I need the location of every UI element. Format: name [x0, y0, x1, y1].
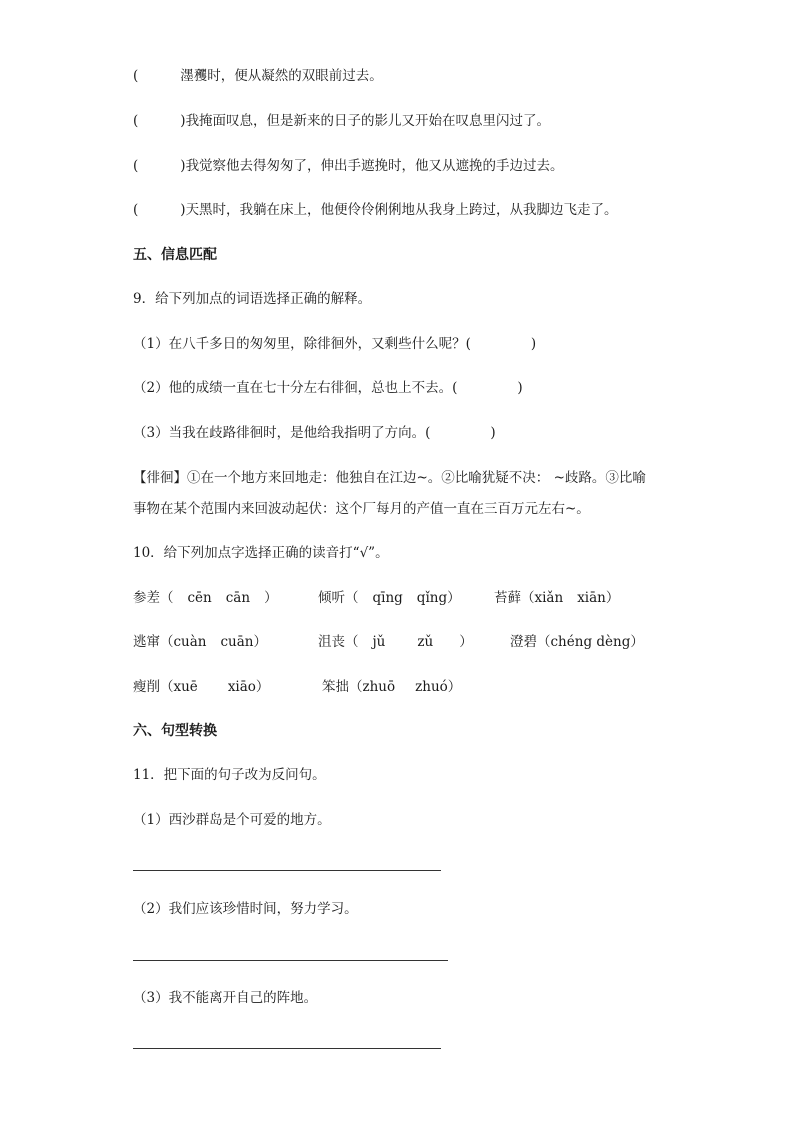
pinyin-word: 倾听（ — [318, 590, 359, 606]
pinyin-word: 苔藓（ — [494, 590, 535, 606]
q11-prompt: 11．把下面的句子改为反问句。 — [133, 767, 326, 783]
fill-item-1 — [133, 66, 383, 86]
pinyin-word: 逃窜（ — [133, 634, 174, 650]
pinyin-item — [494, 588, 619, 608]
q9-item-2 — [133, 378, 523, 398]
section-6-heading: 六、句型转换 — [133, 723, 217, 739]
open-paren: ( — [133, 68, 139, 84]
definition-line-1: 【徘徊】①在一个地方来回地走：他独自在江边~。②比喻犹疑不决： ~歧路。③比喻 — [133, 470, 646, 486]
close-paren: ） — [447, 590, 461, 606]
pinyin-item — [510, 632, 644, 652]
q11-item-1: （1）西沙群岛是个可爱的地方。 — [133, 812, 331, 828]
pinyin-option[interactable]: zhuō — [362, 679, 396, 695]
fill-item-text: 我掩面叹息，但是新来的日子的影儿又开始在叹息里闪过了。 — [185, 113, 551, 129]
answer-line-3[interactable] — [133, 1048, 441, 1049]
close-paren: ） — [459, 634, 473, 650]
definition-line-2: 事物在某个范围内来回波动起伏：这个厂每月的产值一直在三百万元左右~。 — [133, 501, 590, 517]
q9-item-1 — [133, 334, 536, 354]
close-paren: ） — [605, 590, 620, 606]
q9-item-3 — [133, 423, 496, 443]
fill-item-2 — [133, 111, 550, 131]
pinyin-word: 沮丧（ — [318, 634, 359, 650]
close-paren: ） — [447, 679, 462, 695]
pinyin-item — [133, 588, 278, 608]
pinyin-option[interactable]: chéng dèng — [550, 634, 631, 650]
q10-prompt: 10．给下列加点字选择正确的读音打“√”。 — [133, 545, 389, 561]
q9-item-text: （2）他的成绩一直在七十分左右徘徊，总也上不去。( — [133, 380, 458, 396]
close-paren: ） — [255, 679, 270, 695]
pinyin-option[interactable]: qǐng — [416, 590, 448, 606]
fill-item-4 — [133, 200, 618, 220]
pinyin-option[interactable]: cān — [225, 590, 251, 606]
pinyin-item — [133, 632, 267, 652]
close-paren: ) — [530, 336, 537, 352]
close-paren: ) — [517, 380, 523, 396]
pinyin-item — [133, 677, 269, 697]
fill-item-text: 我觉察他去得匆匆了，伸出手遮挽时，他又从遮挽的手边过去。 — [185, 158, 564, 174]
pinyin-option[interactable]: jǔ — [372, 634, 386, 650]
open-paren: ( — [133, 158, 139, 174]
pinyin-word: 澄碧（ — [510, 634, 551, 650]
close-paren: ） — [264, 590, 278, 606]
pinyin-item — [322, 677, 461, 697]
pinyin-option[interactable]: cēn — [187, 590, 212, 606]
q9-prompt: 9．给下列加点的词语选择正确的解释。 — [133, 291, 372, 307]
pinyin-option[interactable]: cuān — [220, 634, 254, 650]
close-paren: ) — [180, 113, 186, 129]
pinyin-option[interactable]: xiāo — [227, 679, 256, 695]
q11-item-2: （2）我们应该珍惜时间，努力学习。 — [133, 901, 358, 917]
q11-item-3: （3）我不能离开自己的阵地。 — [133, 990, 318, 1006]
close-paren: ) — [180, 202, 186, 218]
pinyin-option[interactable]: xiǎn — [534, 590, 564, 606]
pinyin-option[interactable]: cuàn — [173, 634, 207, 650]
close-paren: ) — [490, 425, 496, 441]
pinyin-word: 笨拙（ — [322, 679, 363, 695]
pinyin-item — [318, 632, 473, 652]
pinyin-option[interactable]: xiān — [577, 590, 606, 606]
answer-line-1[interactable] — [133, 870, 441, 871]
q9-item-text: （3）当我在歧路徘徊时，是他给我指明了方向。( — [133, 425, 431, 441]
fill-item-text: 天黑时，我躺在床上，他便伶伶俐俐地从我身上跨过，从我脚边飞走了。 — [185, 202, 618, 218]
section-5-heading: 五、信息匹配 — [133, 247, 217, 263]
answer-line-2[interactable] — [133, 960, 448, 961]
pinyin-option[interactable]: xuē — [173, 679, 198, 695]
close-paren: ) — [180, 158, 186, 174]
close-paren: ） — [253, 634, 267, 650]
pinyin-word: 参差（ — [133, 590, 174, 606]
pinyin-item — [318, 588, 461, 608]
fill-item-text: 濹矡时，便从凝然的双眼前过去。 — [180, 68, 383, 84]
pinyin-word: 瘦削（ — [133, 679, 174, 695]
pinyin-option[interactable]: qīng — [372, 590, 403, 606]
close-paren: ） — [630, 634, 644, 650]
open-paren: ( — [133, 202, 139, 218]
pinyin-option[interactable]: zǔ — [417, 634, 434, 650]
fill-item-3 — [133, 156, 564, 176]
pinyin-option[interactable]: zhuó — [415, 679, 448, 695]
q9-item-text: （1）在八千多日的匆匆里，除徘徊外，又剩些什么呢？( — [133, 336, 471, 352]
open-paren: ( — [133, 113, 139, 129]
